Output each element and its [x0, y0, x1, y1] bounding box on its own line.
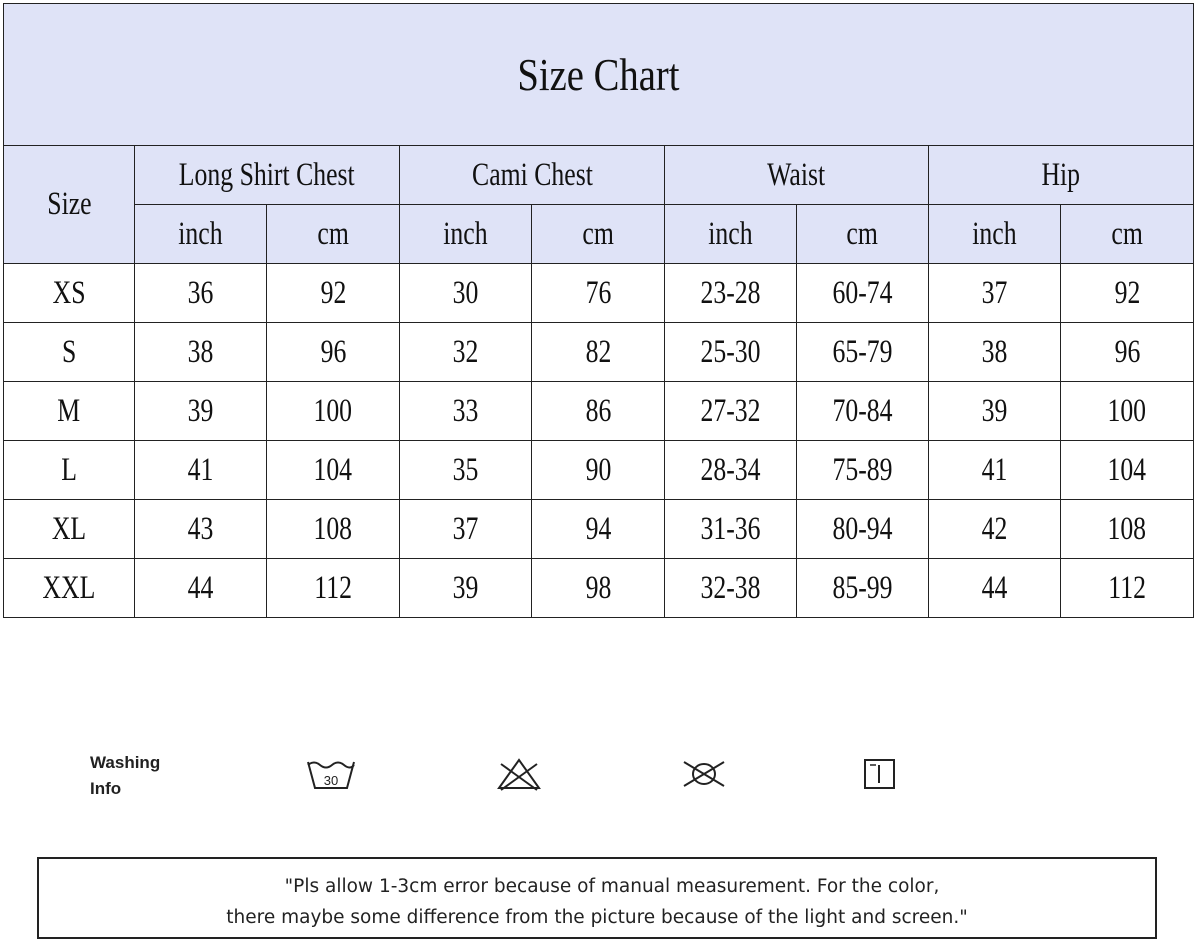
value-cell: 75-89: [797, 441, 929, 500]
value-cell: 44: [929, 559, 1061, 618]
value-cell: 43: [135, 500, 267, 559]
value-cell: 65-79: [797, 323, 929, 382]
value-cell: 35: [400, 441, 532, 500]
wash-30-icon: [305, 756, 357, 792]
value-cell: 37: [400, 500, 532, 559]
value-cell: 27-32: [665, 382, 797, 441]
value-cell: 100: [1061, 382, 1194, 441]
value-cell: 80-94: [797, 500, 929, 559]
size-cell: M: [4, 382, 135, 441]
table-row: [4, 264, 1194, 323]
table-row: [4, 441, 1194, 500]
value-cell: 37: [929, 264, 1061, 323]
value-cell: 108: [267, 500, 400, 559]
table-row: [4, 559, 1194, 618]
value-cell: 31-36: [665, 500, 797, 559]
value-cell: 96: [1061, 323, 1194, 382]
size-cell: XL: [4, 500, 135, 559]
value-cell: 98: [532, 559, 665, 618]
group-header-long-shirt-chest: Long Shirt Chest: [135, 146, 400, 205]
value-cell: 92: [267, 264, 400, 323]
wash-temp-label: 30: [323, 773, 339, 788]
value-cell: 44: [135, 559, 267, 618]
value-cell: 39: [929, 382, 1061, 441]
value-cell: 112: [267, 559, 400, 618]
unit-header: cm: [267, 205, 400, 264]
washing-info-label: Washing Info: [90, 753, 161, 798]
value-cell: 100: [267, 382, 400, 441]
table-row: [4, 500, 1194, 559]
table-row: [4, 382, 1194, 441]
value-cell: 82: [532, 323, 665, 382]
unit-header: cm: [797, 205, 929, 264]
line-dry-icon: [862, 756, 898, 792]
unit-header: inch: [665, 205, 797, 264]
size-header: Size: [4, 146, 135, 264]
chart-title: Size Chart: [517, 49, 680, 100]
washing-info: [0, 740, 1200, 820]
value-cell: 33: [400, 382, 532, 441]
unit-header: inch: [135, 205, 267, 264]
value-cell: 92: [1061, 264, 1194, 323]
table-row: [4, 323, 1194, 382]
value-cell: 38: [135, 323, 267, 382]
value-cell: 108: [1061, 500, 1194, 559]
size-cell: XXL: [4, 559, 135, 618]
value-cell: 39: [400, 559, 532, 618]
value-cell: 96: [267, 323, 400, 382]
unit-header: cm: [1061, 205, 1194, 264]
group-header-cami-chest: Cami Chest: [400, 146, 665, 205]
unit-header: inch: [400, 205, 532, 264]
value-cell: 41: [135, 441, 267, 500]
value-cell: 30: [400, 264, 532, 323]
group-header-waist: Waist: [665, 146, 929, 205]
value-cell: 28-34: [665, 441, 797, 500]
note-line-1: "Pls allow 1-3cm error because of manual measurement. For the color,: [284, 876, 940, 897]
size-cell: XS: [4, 264, 135, 323]
size-cell: L: [4, 441, 135, 500]
do-not-bleach-icon: [493, 756, 545, 792]
value-cell: 32: [400, 323, 532, 382]
value-cell: 38: [929, 323, 1061, 382]
value-cell: 104: [1061, 441, 1194, 500]
value-cell: 86: [532, 382, 665, 441]
value-cell: 85-99: [797, 559, 929, 618]
chart-title-cell: [4, 4, 1194, 146]
value-cell: 41: [929, 441, 1061, 500]
value-cell: 32-38: [665, 559, 797, 618]
note-line-2: there maybe some difference from the picture because of the light and screen.": [226, 907, 968, 928]
measurement-note: [37, 857, 1157, 939]
value-cell: 104: [267, 441, 400, 500]
unit-header: inch: [929, 205, 1061, 264]
value-cell: 90: [532, 441, 665, 500]
do-not-tumble-dry-icon: [680, 756, 728, 792]
group-header-hip: Hip: [929, 146, 1194, 205]
size-chart-table: [3, 3, 1194, 618]
unit-header: cm: [532, 205, 665, 264]
value-cell: 25-30: [665, 323, 797, 382]
value-cell: 112: [1061, 559, 1194, 618]
value-cell: 70-84: [797, 382, 929, 441]
size-cell: S: [4, 323, 135, 382]
value-cell: 60-74: [797, 264, 929, 323]
value-cell: 36: [135, 264, 267, 323]
value-cell: 42: [929, 500, 1061, 559]
value-cell: 76: [532, 264, 665, 323]
value-cell: 39: [135, 382, 267, 441]
value-cell: 23-28: [665, 264, 797, 323]
value-cell: 94: [532, 500, 665, 559]
